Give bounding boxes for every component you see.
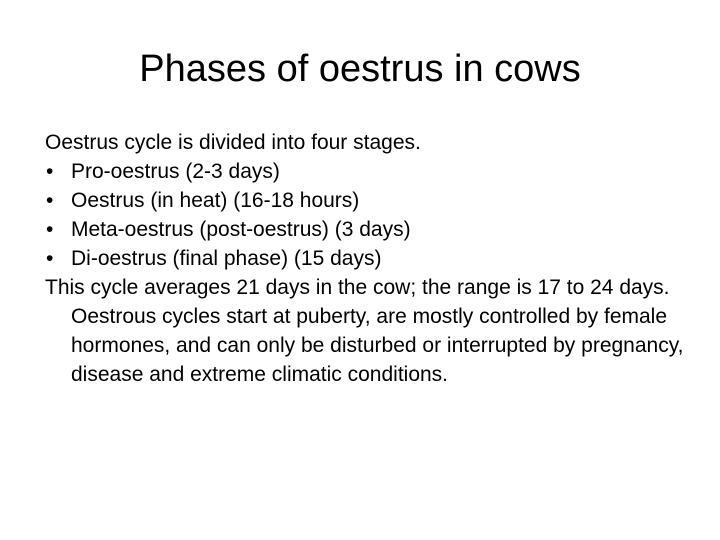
list-item <box>45 244 685 273</box>
list-item <box>45 215 685 244</box>
bullet-icon: • <box>46 218 54 241</box>
intro-text: Oestrus cycle is divided into four stages. <box>45 131 421 154</box>
slide-body <box>45 128 685 389</box>
stage-meta-oestrus: Meta-oestrus (post-oestrus) (3 days) <box>71 218 411 241</box>
closing-paragraph: This cycle averages 21 days in the cow; the range is 17 to 24 days. Oestrous cycles start at puberty, are mostly controlled by female hormones, and can only be disturbed or interrupted by pregnancy, disease and extreme climatic conditions. <box>45 276 684 386</box>
bullet-icon: • <box>46 160 54 183</box>
stage-list <box>45 157 685 273</box>
list-item <box>45 186 685 215</box>
stage-oestrus: Oestrus (in heat) (16-18 hours) <box>71 189 360 212</box>
slide-title: Phases of oestrus in cows <box>139 48 581 90</box>
bullet-icon: • <box>46 189 54 212</box>
stage-di-oestrus: Di-oestrus (final phase) (15 days) <box>71 247 382 270</box>
bullet-icon: • <box>46 247 54 270</box>
stage-pro-oestrus: Pro-oestrus (2-3 days) <box>71 160 280 183</box>
list-item <box>45 157 685 186</box>
